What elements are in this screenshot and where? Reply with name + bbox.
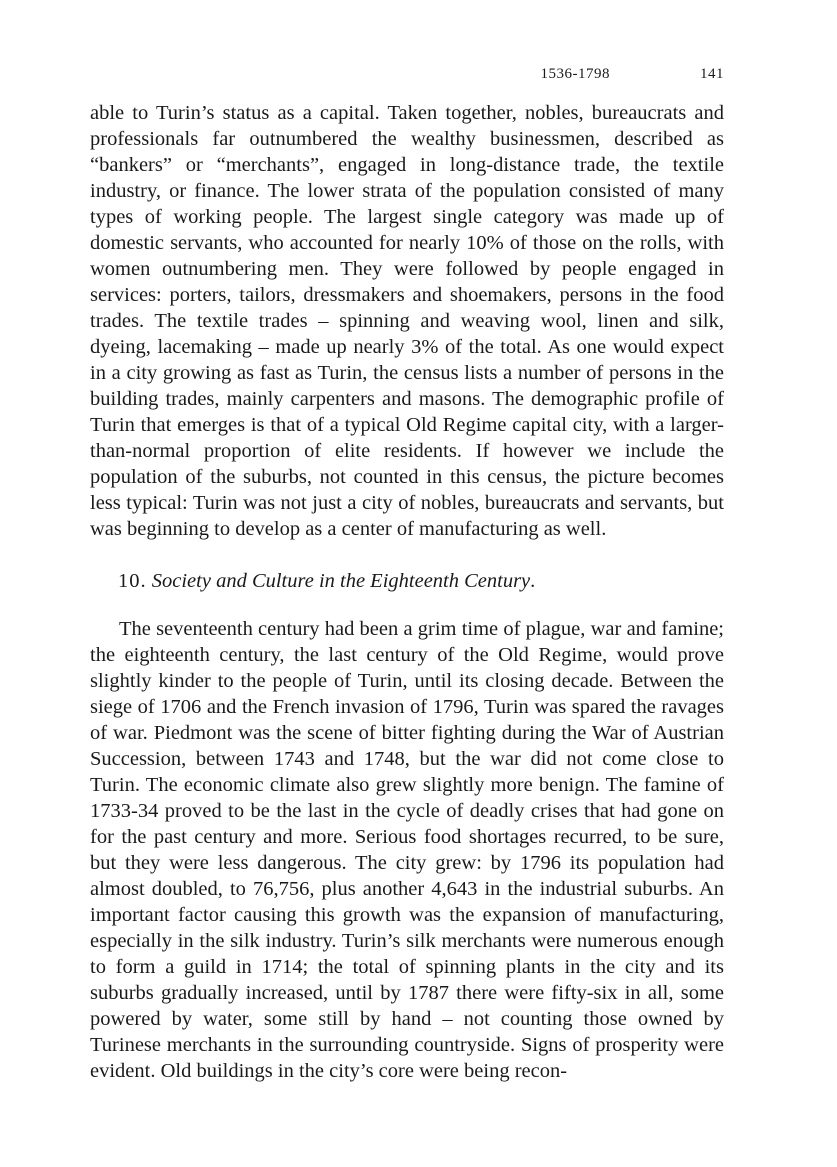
section-title: Society and Culture in the Eighteenth Century [151, 570, 531, 592]
section-number: 10. [118, 570, 147, 592]
body-text-continuation [90, 100, 724, 542]
page-number: 141 [700, 66, 724, 82]
running-head [90, 66, 724, 86]
body-text-section-10 [90, 616, 724, 1084]
section-title-period: . [530, 570, 536, 592]
section-heading [118, 568, 724, 594]
running-head-date-range: 1536-1798 [540, 66, 610, 82]
paragraph-continuation: able to Turin’s status as a capital. Taken together, nobles, bureaucrats and professionals far outnumbered the wealthy businessmen, described as “bankers” or “merchants”, engaged in long-distance trade, the textile industry, or finance. The lower strata of the population consisted of many types of working people. The largest single category was made up of domestic servants, who accounted for nearly 10% of those on the rolls, with women outnumbering men. They were followed by people engaged in services: porters, tailors, dressmakers and shoemakers, persons in the food trades. The textile trades – spinning and weaving wool, linen and silk, dyeing, lacemaking – made up nearly 3% of the total. As one would expect in a city growing as fast as Turin, the census lists a number of persons in the building trades, mainly carpenters and masons. The demographic profile of Turin that emerges is that of a typical Old Regime capital city, with a larger-than-normal proportion of elite residents. If however we include the population of the suburbs, not counted in this census, the picture becomes less typical: Turin was not just a city of nobles, bureaucrats and servants, but was beginning to develop as a center of manufacturing as well. [90, 102, 724, 540]
paragraph-section-10: The seventeenth century had been a grim time of plague, war and famine; the eighteenth century, the last century of the Old Regime, would prove slightly kinder to the people of Turin, until its closing decade. Between the siege of 1706 and the French invasion of 1796, Turin was spared the ravages of war. Piedmont was the scene of bitter fighting during the War of Austrian Succession, between 1743 and 1748, but the war did not come close to Turin. The economic climate also grew slightly more benign. The famine of 1733-34 proved to be the last in the cycle of deadly crises that had gone on for the past century and more. Serious food shortages recurred, to be sure, but they were less dangerous. The city grew: by 1796 its population had almost doubled, to 76,756, plus another 4,643 in the industrial suburbs. An important factor causing this growth was the expansion of manufacturing, especially in the silk industry. Turin’s silk merchants were numerous enough to form a guild in 1714; the total of spinning plants in the city and its suburbs gradually increased, until by 1787 there were fifty-six in all, some powered by water, some still by hand – not counting those owned by Turinese merchants in the surrounding countryside. Signs of prosperity were evident. Old buildings in the city’s core were being recon- [90, 618, 724, 1082]
